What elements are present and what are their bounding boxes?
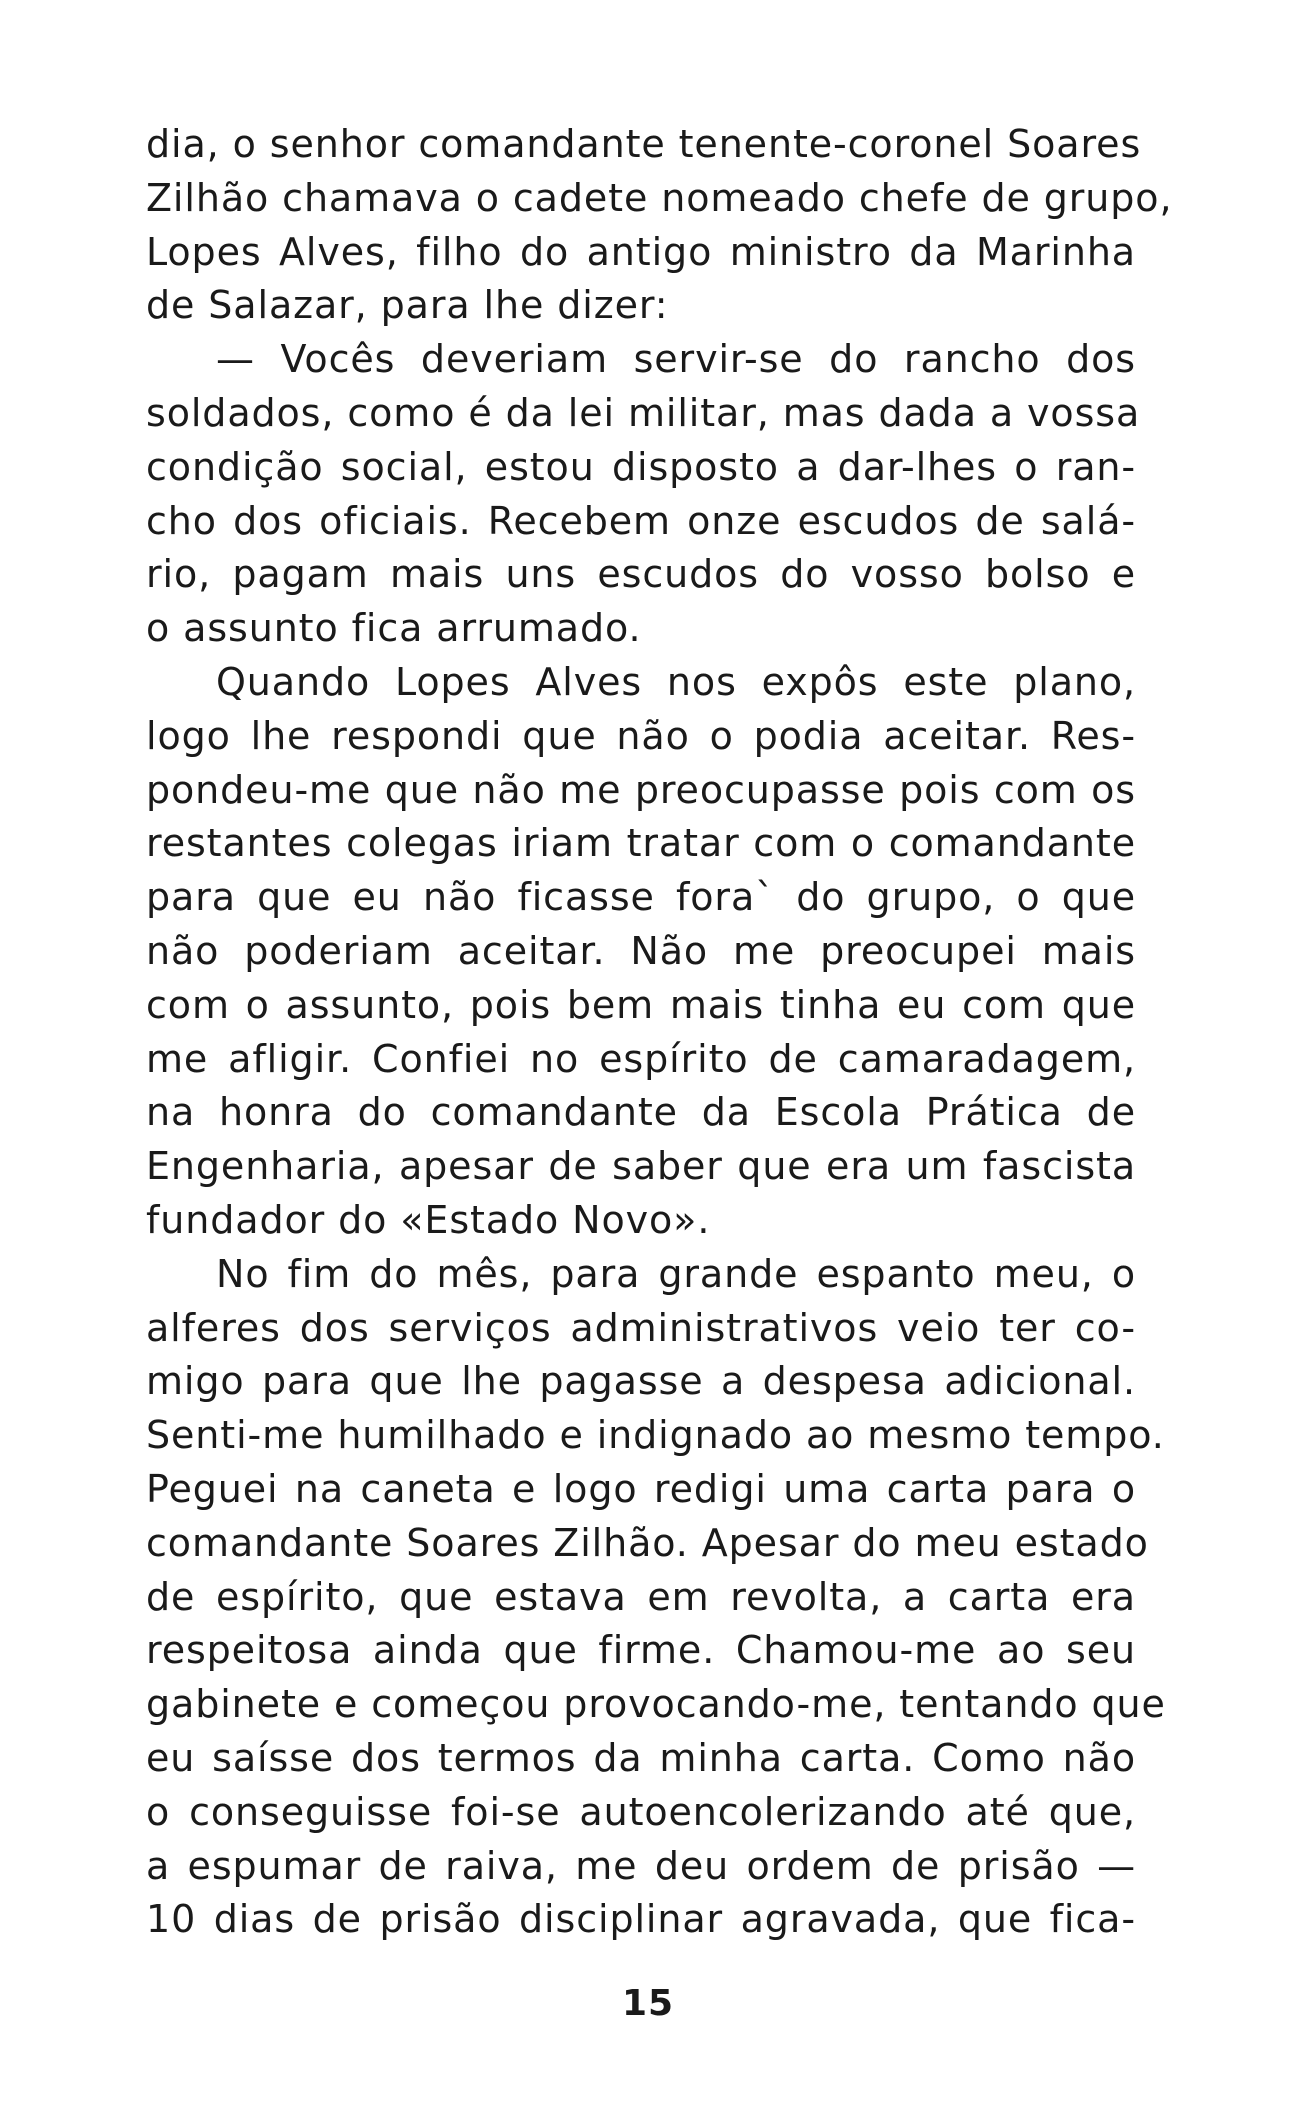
text-line: o assunto fica arrumado. — [146, 606, 642, 651]
text-line: pondeu-me que não me preocupasse pois com os — [146, 767, 1136, 812]
text-line: a espumar de raiva, me deu ordem de prisão — — [146, 1843, 1136, 1888]
text-line: dia, o senhor comandante tenente-coronel Soares — [146, 122, 1142, 166]
text-line: comandante Soares Zilhão. Apesar do meu estado — [146, 1520, 1149, 1565]
text-line: eu saísse dos termos da minha carta. Como não — [146, 1735, 1136, 1780]
text-line: logo lhe respondi que não o podia aceitar. Res- — [146, 713, 1136, 758]
text-line: condição social, estou disposto a dar-lhes o ran- — [146, 444, 1136, 489]
text-line: cho dos oficiais. Recebem onze escudos de salá- — [146, 498, 1136, 543]
text-line: fundador do «Estado Novo». — [146, 1197, 711, 1242]
text-line: gabinete e começou provocando-me, tentando que — [146, 1682, 1166, 1727]
text-line: para que eu não ficasse fora` do grupo, o que — [146, 875, 1136, 920]
page-number: 15 — [621, 1983, 675, 2024]
text-line: Senti-me humilhado e indignado ao mesmo tempo. — [146, 1413, 1165, 1458]
text-line: não poderiam aceitar. Não me preocupei mais — [146, 928, 1136, 973]
text-line: com o assunto, pois bem mais tinha eu com que — [146, 982, 1136, 1027]
text-line: 10 dias de prisão disciplinar agravada, que fica- — [146, 1897, 1136, 1942]
text-line: migo para que lhe pagasse a despesa adicional. — [146, 1359, 1136, 1404]
text-line: na honra do comandante da Escola Prática de — [146, 1090, 1136, 1135]
text-line: No fim do mês, para grande espanto meu, o — [216, 1251, 1136, 1296]
text-line: Quando Lopes Alves nos expôs este plano, — [216, 659, 1136, 704]
text-line: o conseguisse foi-se autoencolerizando até que, — [146, 1789, 1136, 1834]
text-line: Peguei na caneta e logo redigi uma carta para o — [146, 1466, 1136, 1511]
body-text — [146, 118, 1173, 1947]
text-line: alferes dos serviços administrativos veio ter co- — [146, 1305, 1136, 1350]
text-line: soldados, como é da lei militar, mas dada a vossa — [146, 390, 1141, 435]
text-line: de Salazar, para lhe dizer: — [146, 283, 669, 328]
text-line: respeitosa ainda que firme. Chamou-me ao seu — [146, 1628, 1136, 1673]
text-line: Lopes Alves, filho do antigo ministro da Marinha — [146, 229, 1136, 274]
text-line: rio, pagam mais uns escudos do vosso bolso e — [146, 552, 1136, 597]
text-line: me afligir. Confiei no espírito de camaradagem, — [146, 1036, 1136, 1081]
text-line: — Vocês deveriam servir-se do rancho dos — [216, 337, 1136, 382]
text-line: Zilhão chamava o cadete nomeado chefe de grupo, — [146, 175, 1173, 220]
text-line: restantes colegas iriam tratar com o comandante — [146, 821, 1136, 866]
text-line: Engenharia, apesar de saber que era um fascista — [146, 1144, 1136, 1189]
text-line: de espírito, que estava em revolta, a carta era — [146, 1574, 1136, 1619]
